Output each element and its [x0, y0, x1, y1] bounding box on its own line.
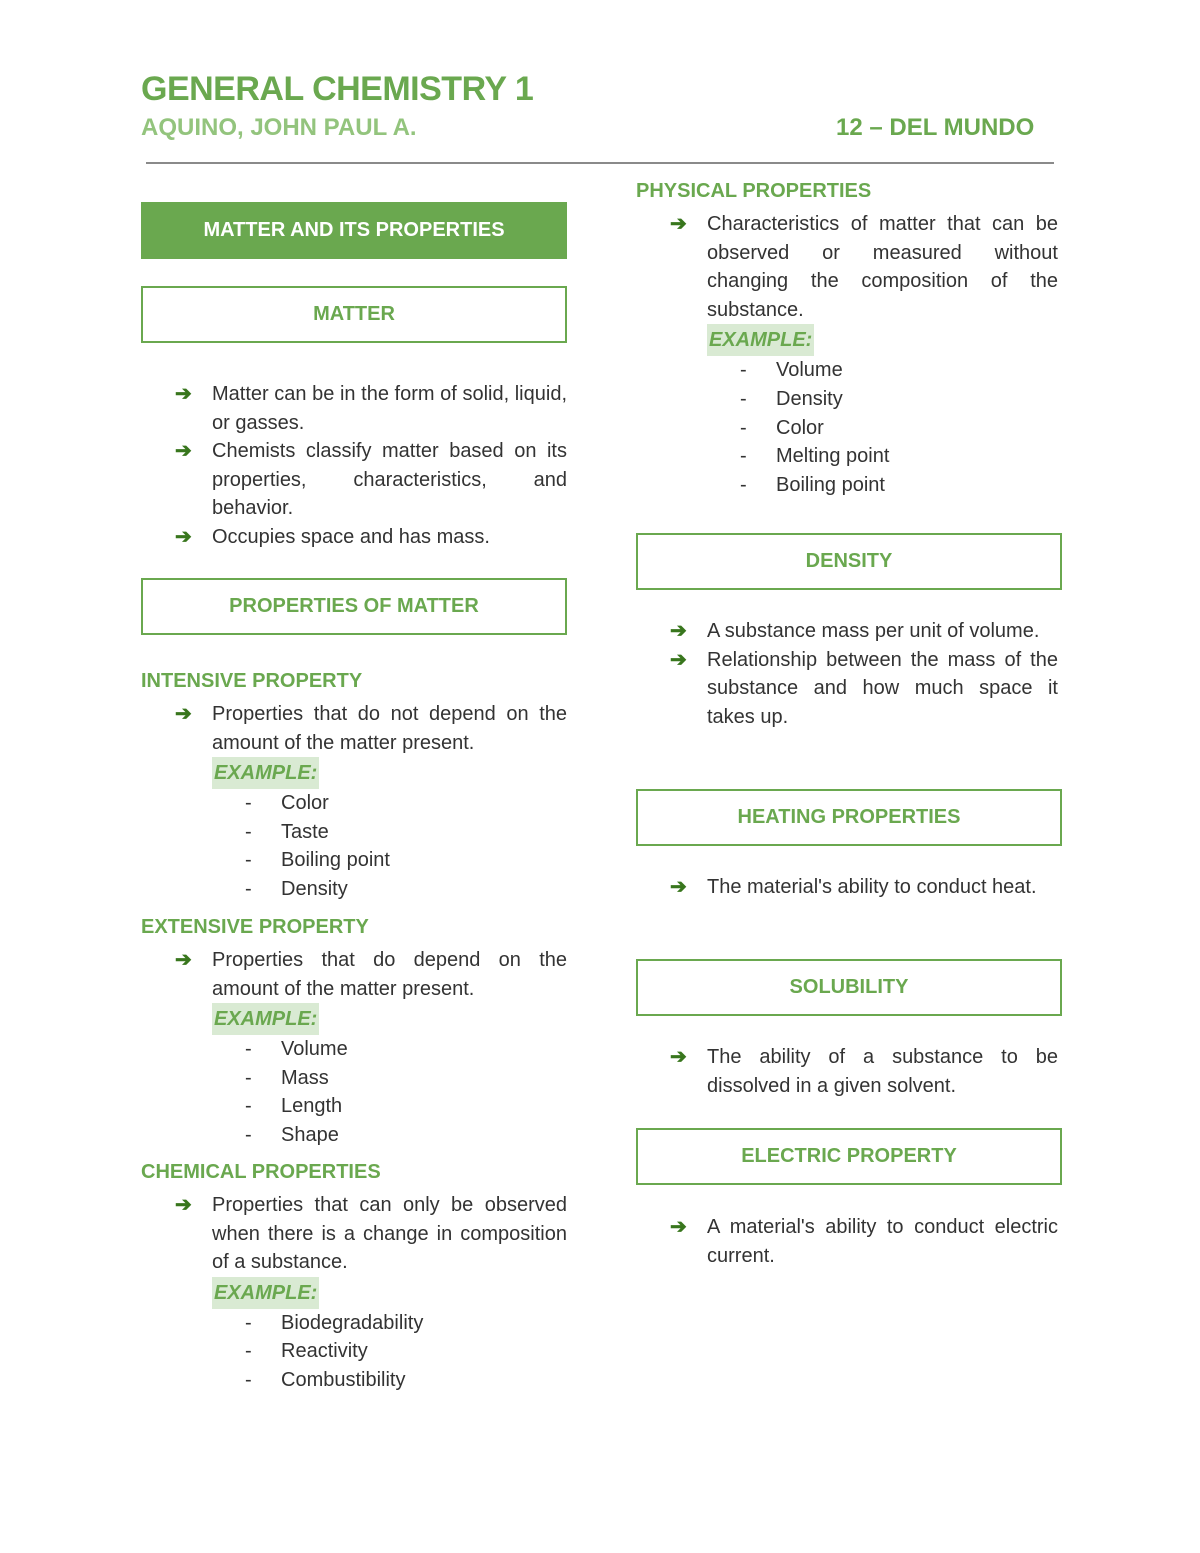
example-label: EXAMPLE:	[212, 1277, 319, 1309]
arrow-right-icon: ➔	[670, 213, 687, 235]
list-item: - Density	[740, 387, 843, 410]
list-item: - Color	[245, 792, 329, 815]
list-item: ➔ Characteristics of matter that can be observed or measured without changing the composition of the substance.	[670, 210, 1058, 324]
list-item: - Volume	[245, 1038, 348, 1061]
arrow-right-icon: ➔	[175, 949, 192, 971]
heating-bullet-list	[670, 873, 1058, 902]
list-item: - Density	[245, 877, 348, 900]
list-item: ➔ Properties that can only be observed when there is a change in composition of a substance.	[175, 1191, 567, 1277]
class-section: 12 – DEL MUNDO	[836, 114, 1035, 141]
list-item: ➔ A material's ability to conduct electric current.	[670, 1213, 1058, 1270]
matter-bullet-list	[175, 380, 567, 552]
chemical-properties-block	[175, 1191, 567, 1395]
example-label: EXAMPLE:	[212, 1003, 319, 1035]
arrow-right-icon: ➔	[175, 1194, 192, 1216]
arrow-right-icon: ➔	[175, 383, 192, 405]
arrow-right-icon: ➔	[175, 440, 192, 463]
list-item: - Reactivity	[245, 1340, 368, 1363]
list-item: - Mass	[245, 1066, 329, 1089]
list-item: ➔ Properties that do depend on the amount of the matter present.	[175, 946, 567, 1003]
arrow-right-icon: ➔	[670, 1216, 687, 1238]
matter-section-box: MATTER	[141, 286, 567, 343]
properties-of-matter-box: PROPERTIES OF MATTER	[141, 578, 567, 635]
electric-property-box: ELECTRIC PROPERTY	[636, 1128, 1062, 1185]
list-item: ➔ A substance mass per unit of volume.	[670, 617, 1058, 646]
list-item: - Taste	[245, 820, 329, 843]
intensive-example-list	[175, 789, 567, 903]
density-section-box: DENSITY	[636, 533, 1062, 590]
list-item: ➔ Matter can be in the form of solid, liquid, or gasses.	[175, 380, 567, 437]
solubility-section-box: SOLUBILITY	[636, 959, 1062, 1016]
chemical-example-list	[175, 1309, 567, 1395]
list-item: ➔ Chemists classify matter based on its properties, characteristics, and behavior.	[175, 437, 567, 523]
physical-properties-heading: PHYSICAL PROPERTIES	[636, 180, 872, 202]
list-item: - Biodegradability	[245, 1311, 424, 1334]
list-item: ➔ The material's ability to conduct heat.	[670, 873, 1058, 902]
chemical-properties-heading: CHEMICAL PROPERTIES	[141, 1161, 381, 1183]
extensive-bullet-list	[175, 946, 567, 1003]
arrow-right-icon: ➔	[670, 1046, 687, 1068]
extensive-example-list	[175, 1035, 567, 1149]
intensive-property-block	[175, 700, 567, 904]
list-item: ➔ Properties that do not depend on the amount of the matter present.	[175, 700, 567, 757]
physical-example-list	[670, 356, 1058, 499]
arrow-right-icon: ➔	[670, 648, 687, 671]
arrow-right-icon: ➔	[670, 876, 687, 898]
chemical-bullet-list	[175, 1191, 567, 1277]
list-item: - Melting point	[740, 445, 890, 468]
document-title: GENERAL CHEMISTRY 1	[141, 70, 534, 108]
arrow-right-icon: ➔	[175, 525, 192, 548]
list-item: ➔ Occupies space and has mass.	[175, 523, 567, 552]
example-label: EXAMPLE:	[212, 757, 319, 789]
extensive-property-heading: EXTENSIVE PROPERTY	[141, 916, 369, 938]
main-topic-banner: MATTER AND ITS PROPERTIES	[141, 202, 567, 259]
intensive-bullet-list	[175, 700, 567, 757]
list-item: ➔ Relationship between the mass of the substance and how much space it takes up.	[670, 646, 1058, 732]
physical-properties-block	[670, 210, 1058, 499]
list-item: - Color	[740, 416, 824, 439]
header-divider	[146, 162, 1054, 164]
list-item: - Volume	[740, 359, 843, 382]
example-label: EXAMPLE:	[707, 324, 814, 356]
electric-bullet-list	[670, 1213, 1058, 1270]
intensive-property-heading: INTENSIVE PROPERTY	[141, 670, 363, 692]
physical-bullet-list	[670, 210, 1058, 324]
density-bullet-list	[670, 617, 1058, 731]
heating-properties-box: HEATING PROPERTIES	[636, 789, 1062, 846]
extensive-property-block	[175, 946, 567, 1150]
list-item: - Shape	[245, 1123, 339, 1146]
list-item: - Combustibility	[245, 1368, 406, 1391]
list-item: - Length	[245, 1095, 343, 1118]
list-item: - Boiling point	[245, 849, 390, 872]
arrow-right-icon: ➔	[670, 620, 687, 642]
solubility-bullet-list	[670, 1043, 1058, 1100]
list-item: ➔ The ability of a substance to be dissolved in a given solvent.	[670, 1043, 1058, 1100]
list-item: - Boiling point	[740, 473, 885, 496]
arrow-right-icon: ➔	[175, 703, 192, 725]
author-name: AQUINO, JOHN PAUL A.	[141, 114, 417, 141]
